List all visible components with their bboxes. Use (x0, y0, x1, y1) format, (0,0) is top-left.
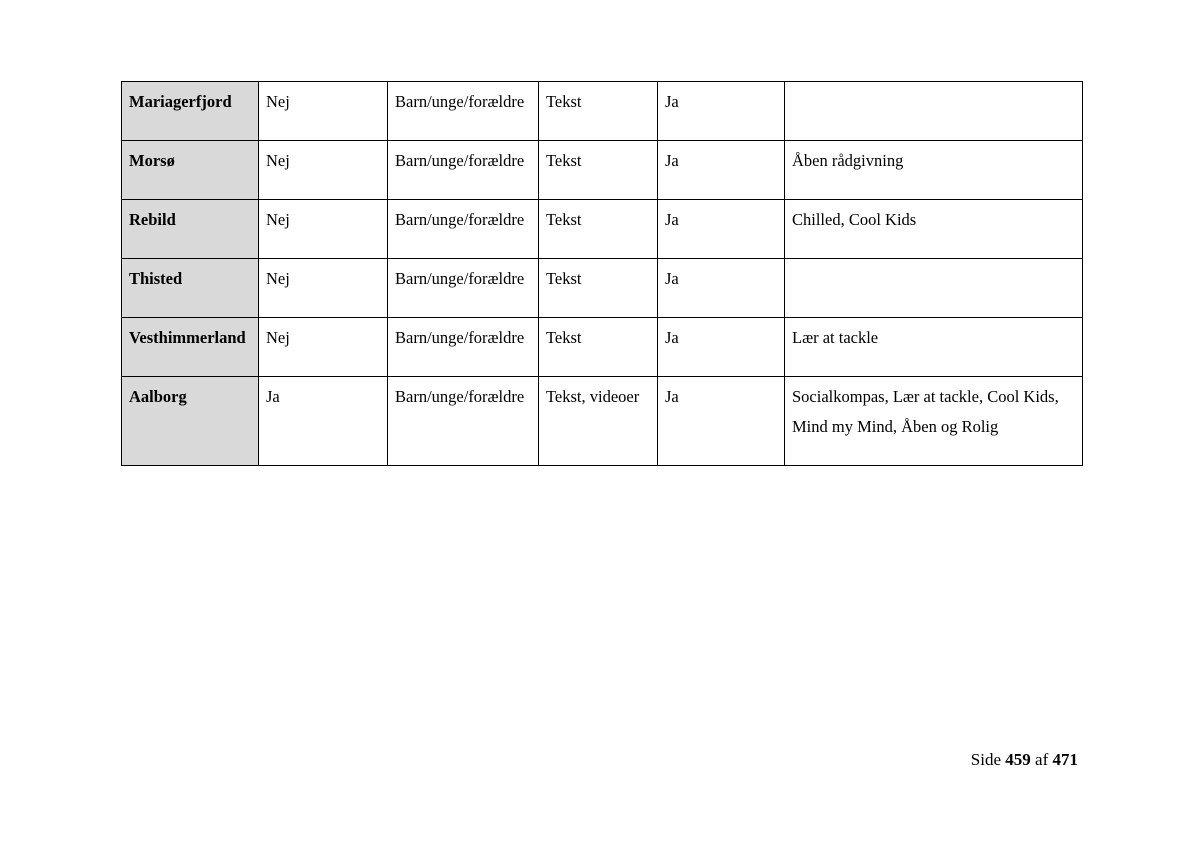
table-cell (785, 82, 1083, 141)
table-cell: Socialkompas, Lær at tackle, Cool Kids, Mind my Mind, Åben og Rolig (785, 377, 1083, 466)
table-cell: Ja (658, 377, 785, 466)
table-cell (785, 259, 1083, 318)
municipality-cell: Mariagerfjord (122, 82, 259, 141)
table-cell: Lær at tackle (785, 318, 1083, 377)
municipality-cell: Vesthimmerland (122, 318, 259, 377)
table-cell: Ja (259, 377, 388, 466)
page-label-prefix: Side (970, 750, 1002, 769)
table-cell: Ja (658, 200, 785, 259)
table-cell: Ja (658, 141, 785, 200)
page-label-separator: af (1035, 750, 1049, 769)
table-cell: Nej (259, 141, 388, 200)
table-cell: Nej (259, 82, 388, 141)
table-cell: Barn/unge/forældre (388, 259, 539, 318)
table-cell: Nej (259, 200, 388, 259)
total-pages-number: 471 (1052, 750, 1078, 769)
table-cell: Nej (259, 318, 388, 377)
table-row (122, 259, 1083, 318)
table-cell: Barn/unge/forældre (388, 200, 539, 259)
table-row (122, 200, 1083, 259)
table-cell: Tekst (539, 318, 658, 377)
table-cell: Ja (658, 318, 785, 377)
table-cell: Tekst, videoer (539, 377, 658, 466)
table-row (122, 377, 1083, 466)
table-row (122, 141, 1083, 200)
table-row (122, 82, 1083, 141)
municipality-table (121, 81, 1083, 466)
table-cell: Nej (259, 259, 388, 318)
table-cell: Ja (658, 82, 785, 141)
table-cell: Ja (658, 259, 785, 318)
table-cell: Åben rådgivning (785, 141, 1083, 200)
municipality-cell: Morsø (122, 141, 259, 200)
table-cell: Tekst (539, 200, 658, 259)
table-row (122, 318, 1083, 377)
municipality-cell: Thisted (122, 259, 259, 318)
table-cell: Chilled, Cool Kids (785, 200, 1083, 259)
municipality-cell: Rebild (122, 200, 259, 259)
table-cell: Barn/unge/forældre (388, 82, 539, 141)
table-cell: Tekst (539, 82, 658, 141)
current-page-number: 459 (1005, 750, 1031, 769)
table-cell: Barn/unge/forældre (388, 377, 539, 466)
page-number-footer (971, 748, 1078, 772)
table-cell: Barn/unge/forældre (388, 318, 539, 377)
table-cell: Tekst (539, 141, 658, 200)
municipality-cell: Aalborg (122, 377, 259, 466)
table-cell: Barn/unge/forældre (388, 141, 539, 200)
table-cell: Tekst (539, 259, 658, 318)
